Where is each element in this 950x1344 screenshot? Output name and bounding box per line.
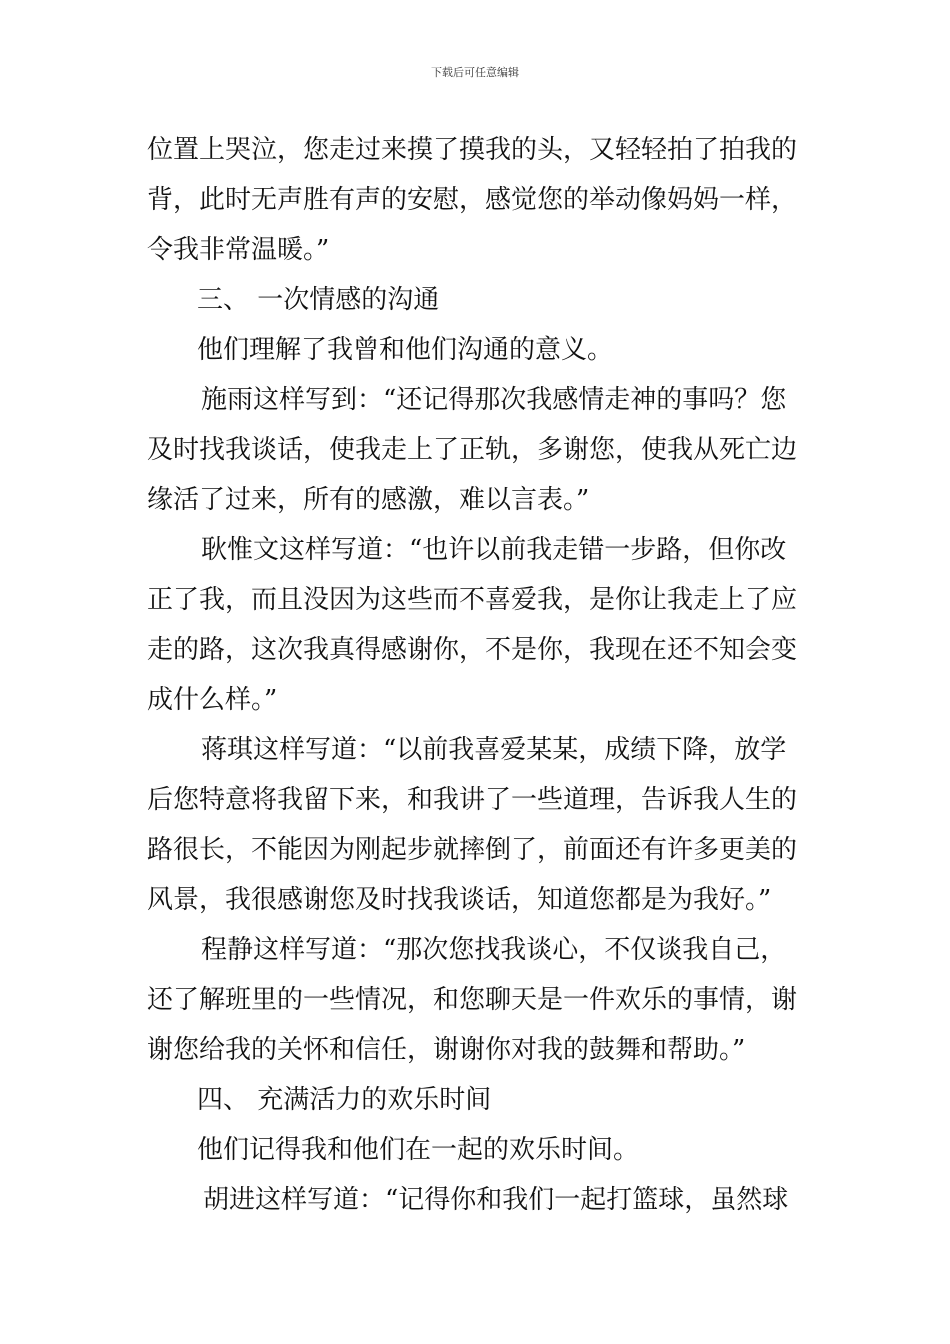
text-line: 后您特意将我留下来，和我讲了一些道理，告诉我人生的 [147, 785, 798, 815]
text-line: 还了解班里的一些情况，和您聊天是一件欢乐的事情，谢 [147, 985, 798, 1015]
text-line: 及时找我谈话，使我走上了正轨，多谢您，使我从死亡边 [147, 435, 798, 465]
text-line: 他们记得我和他们在一起的欢乐时间。 [197, 1135, 640, 1165]
text-line: 程静这样写道：“那次您找我谈心，不仅谈我自己， [201, 935, 787, 965]
text-line: 施雨这样写到：“还记得那次我感情走神的事吗？您 [201, 385, 787, 415]
text-line: 耿惟文这样写道：“也许以前我走错一步路，但你改 [201, 535, 787, 565]
text-line: 位置上哭泣，您走过来摸了摸我的头，又轻轻拍了拍我的 [147, 135, 798, 165]
text-line: 路很长，不能因为刚起步就摔倒了，前面还有许多更美的 [147, 835, 798, 865]
text-line: 走的路，这次我真得感谢你，不是你，我现在还不知会变 [147, 635, 798, 665]
text-line: 蒋琪这样写道：“以前我喜爱某某，成绩下降，放学 [201, 735, 787, 765]
text-line: 背，此时无声胜有声的安慰，感觉您的举动像妈妈一样， [147, 185, 798, 215]
text-line: 他们理解了我曾和他们沟通的意义。 [197, 335, 614, 365]
text-line: 谢您给我的关怀和信任，谢谢你对我的鼓舞和帮助。” [147, 1035, 746, 1065]
text-line: 成什么样。” [147, 685, 278, 715]
section-heading: 三、 一次情感的沟通 [197, 285, 440, 315]
text-line: 风景，我很感谢您及时找我谈话，知道您都是为我好。” [147, 885, 772, 915]
page-header: 下载后可任意编辑 [431, 66, 519, 79]
text-line: 胡进这样写道：“记得你和我们一起打篮球，虽然球 [203, 1185, 789, 1215]
text-line: 正了我，而且没因为这些而不喜爱我，是你让我走上了应 [147, 585, 798, 615]
text-line: 令我非常温暖。” [147, 235, 330, 265]
section-heading: 四、 充满活力的欢乐时间 [197, 1085, 492, 1115]
document-body [147, 125, 813, 1225]
text-line: 缘活了过来，所有的感激，难以言表。” [147, 485, 590, 515]
